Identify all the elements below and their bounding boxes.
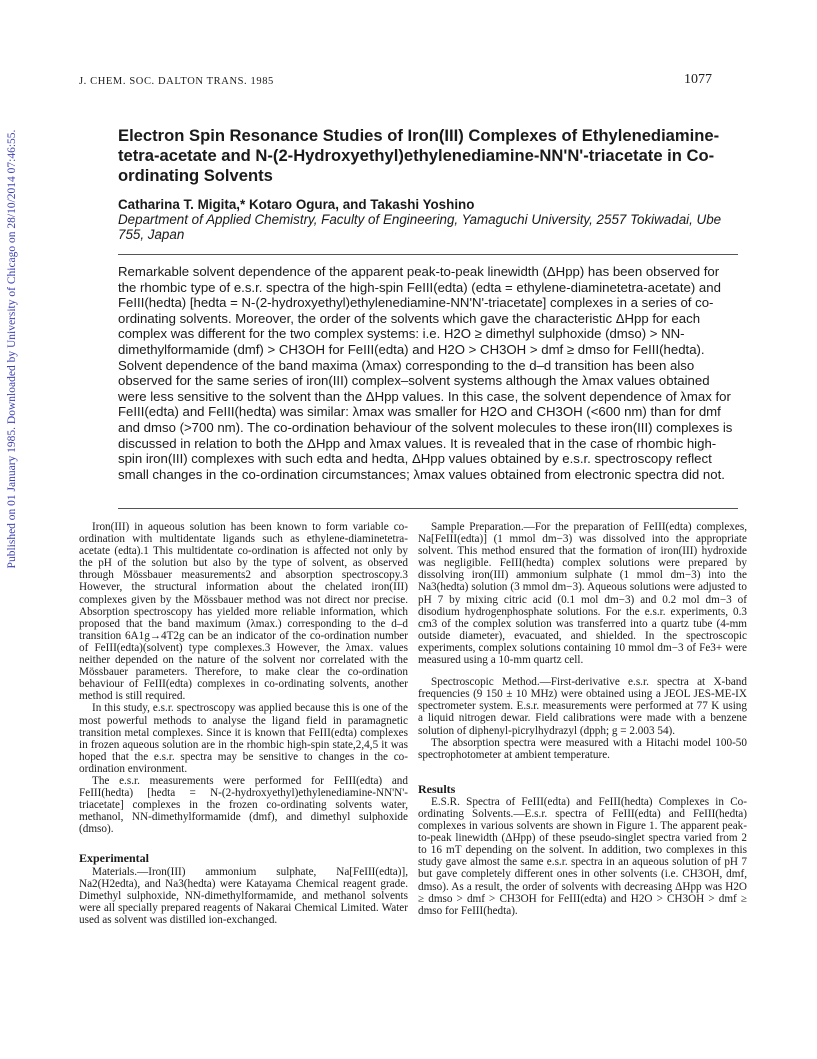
spectroscopic-method-paragraph: Spectroscopic Method.—First-derivative e.s.r. spectra at X-band frequencies (9 150 ± 10 MHz) were obtained using a JEOL JES-ME-IX spectrometer system. E.s.r. measurements were performed at 77 K using a liquid nitrogen dewar. Field calibrations were made with a benzene solution of diphenyl-picrylhydrazyl (dpph; g = 2.003 54). bbox=[418, 676, 747, 737]
experimental-heading: Experimental bbox=[79, 851, 149, 866]
abstract-top-rule bbox=[118, 254, 738, 255]
article-affiliation: Department of Applied Chemistry, Faculty of Engineering, Yamaguchi University, 2557 Tokiwadai, Ube 755, Japan bbox=[118, 212, 722, 242]
abstract-bottom-rule bbox=[118, 508, 738, 509]
absorption-paragraph: The absorption spectra were measured with a Hitachi model 100-50 spectrophotometer at ambient temperature. bbox=[418, 736, 747, 761]
article-authors: Catharina T. Migita,* Kotaro Ogura, and Takashi Yoshino bbox=[118, 197, 475, 212]
right-column bbox=[418, 521, 747, 917]
intro-paragraph-3: The e.s.r. measurements were performed for FeIII(edta) and FeIII(hedta) [hedta = N-(2-hydroxyethyl)ethylenediamine-NN'N'-triacetate] complexes in the frozen co-ordinating solvents water, methanol, NN-dimethylformamide (dmf), and dimethyl sulphoxide (dmso). bbox=[79, 774, 408, 836]
left-column bbox=[79, 521, 408, 926]
intro-paragraph-1: Iron(III) in aqueous solution has been known to form variable co-ordination with multidentate ligands such as ethylene-diaminetetra-acetate (edta).1 This multidentate co-ordination is affected not only by the pH of the solution but also by the type of solvent, as observed through Mössbauer measurements2 and absorption spectroscopy.3 However, the structural information about the chelated iron(III) complexes given by the Mössbauer method was not direct nor precise. Absorption spectroscopy has yielded more reliable information, which proposed that the band maximum (λmax.) corresponding to the d–d transition 6A1g→4T2g can be an indicator of the co-ordination number of FeIII(edta)(solvent) type complexes.3 However, the λmax. values neither depended on the nature of the solvent nor correlated with the Mössbauer parameters. Therefore, to make clear the co-ordination behaviour of FeIII(edta) complexes in co-ordinating solvents, another method is still required. bbox=[79, 521, 408, 703]
download-note: Published on 01 January 1985. Downloaded by University of Chicago on 28/10/2014 07:46:55. bbox=[6, 129, 18, 569]
esr-spectra-paragraph: E.S.R. Spectra of FeIII(edta) and FeIII(hedta) Complexes in Co-ordinating Solvents.—E.s.r. spectra of FeIII(edta) and FeIII(hedta) complexes in various solvents are shown in Figure 1. The apparent peak-to-peak linewidth (ΔHpp) of these pseudo-singlet spectra varied from 2 to 16 mT depending on the solvent. In addition, two complexes in this study gave almost the same e.s.r. spectra in an aqueous solution of pH 7 but gave completely different ones in other solvents (i.e. CH3OH, dmf, dmso). As a result, the order of solvents with decreasing ΔHpp was H2O ≥ dmso > dmf > CH3OH for FeIII(edta) and H2O > CH3OH > dmf ≥ dmso for FeIII(hedta). bbox=[418, 795, 747, 917]
materials-paragraph: Materials.—Iron(III) ammonium sulphate, Na[FeIII(edta)], Na2(H2edta), and Na3(hedta) were Katayama Chemical reagent grade. Dimethyl sulphoxide, NN-dimethylformamide, and methanol solvents were all specially prepared reagents of Nakarai Chemical Limited. Water used as solvent was distilled ion-exchanged. bbox=[79, 865, 408, 926]
results-heading: Results bbox=[418, 781, 456, 796]
intro-paragraph-2: In this study, e.s.r. spectroscopy was applied because this is one of the most powerful methods to analyse the ligand field in paramagnetic transition metal complexes. Since it is known that FeIII(edta) complexes in frozen aqueous solution are in the rhombic high-spin state,2,4,5 it was hoped that the e.s.r. spectra may be sensitive to changes in the co-ordination environment. bbox=[79, 702, 408, 775]
abstract: Remarkable solvent dependence of the apparent peak-to-peak linewidth (ΔHpp) has been observed for the rhombic type of e.s.r. spectra of the high-spin FeIII(edta) (edta = ethylene-diaminetetra-acetate) and FeIII(hedta) [hedta = N-(2-hydroxyethyl)ethylenediamine-NN'N'-triacetate] complexes in a series of co-ordinating solvents. Moreover, the order of the solvents which gave the characteristic ΔHpp for each complex was different for the two complex systems: i.e. H2O ≥ dimethyl sulphoxide (dmso) > NN-dimethylformamide (dmf) > CH3OH for FeIII(edta) and H2O > CH3OH > dmf ≥ dmso for FeIII(hedta). Solvent dependence of the band maxima (λmax) corresponding to the d–d transition has been also observed for the same series of iron(III) complex–solvent systems although the λmax values obtained were less sensitive to the solvent than the ΔHpp values. In this case, the solvent dependence of λmax for FeIII(edta) and FeIII(hedta) was similar: λmax was smaller for H2O and CH3OH (<600 nm) than for dmf and dmso (>700 nm). The co-ordination behaviour of the solvent molecules to these iron(III) complexes is discussed in relation to both the ΔHpp and λmax values. It is revealed that in the case of rhombic high-spin iron(III) complexes with such edta and hedta, ΔHpp values obtained by e.s.r. spectroscopy reflect small changes in the co-ordination circumstances; λmax values obtained from electronic spectra did not. bbox=[118, 264, 733, 482]
page-number: 1077 bbox=[684, 72, 712, 87]
article-title: Electron Spin Resonance Studies of Iron(III) Complexes of Ethylenediamine-tetra-acetate and N-(2-Hydroxyethyl)ethylenediamine-NN'N'-triacetate in Co-ordinating Solvents bbox=[118, 126, 720, 185]
download-watermark bbox=[0, 3, 27, 1059]
sample-preparation-paragraph: Sample Preparation.—For the preparation of FeIII(edta) complexes, Na[FeIII(edta)] (1 mmol dm−3) was dissolved into the appropriate solvent. This method ensured that the formation of iron(III) hydroxide was negligible. FeIII(hedta) complex solutions were prepared by dissolving iron(III) ammonium sulphate (1 mmol dm−3) into the Na3(hedta) solution (3 mmol dm−3). Aqueous solutions were adjusted to pH 7 by mixing citric acid (0.1 mol dm−3) and 0.2 mol dm−3 of disodium hydrogenphosphate solutions. For the e.s.r. experiments, 0.3 cm3 of the complex solution was transferred into a quartz tube (4-mm outside diameter), evacuated, and shielded. In the spectroscopic experiments, complex solutions containing 10 mmol dm−3 of Fe3+ were measured using a 10-mm quartz cell. bbox=[418, 521, 747, 667]
journal-header: J. CHEM. SOC. DALTON TRANS. 1985 bbox=[79, 76, 274, 87]
